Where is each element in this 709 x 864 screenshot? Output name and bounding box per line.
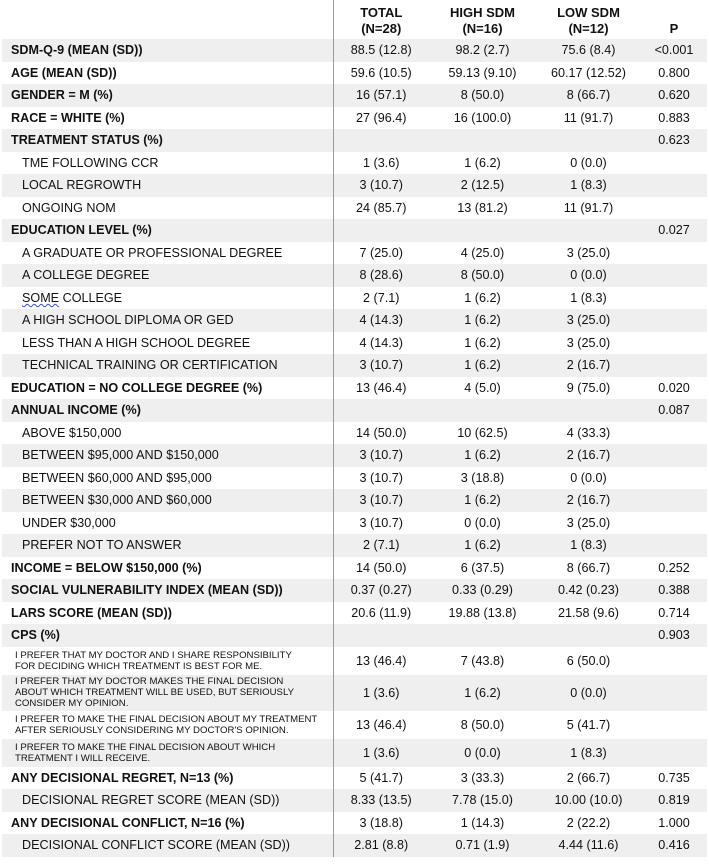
results-table: [2, 0, 708, 857]
cell-low: [536, 129, 641, 152]
cell-low: 0 (0.0): [570, 470, 607, 485]
row-label: BETWEEN $30,000 AND $60,000: [2, 489, 333, 512]
cell-low: 0 (0.0): [570, 268, 607, 283]
cell-high: 59.13 (9.10): [448, 65, 517, 80]
cell-low: 3 (25.0): [566, 313, 611, 328]
cell-total: [333, 219, 429, 242]
cell-total: [333, 129, 429, 152]
cell-total: 3 (10.7): [359, 358, 403, 373]
row-label: DECISIONAL REGRET SCORE (MEAN (SD)): [2, 789, 333, 812]
cell-low: 6 (50.0): [566, 653, 611, 668]
cell-low: 2 (66.7): [566, 770, 611, 785]
cell-p: <0.001: [654, 43, 694, 58]
spellcheck-underlined-word: SOME: [22, 290, 60, 305]
cell-high: 13 (81.2): [457, 200, 508, 215]
table-row: [2, 152, 707, 175]
table-row: [2, 354, 707, 377]
cell-low: 11 (91.7): [563, 200, 614, 215]
cell-total: 27 (96.4): [356, 110, 407, 125]
cell-low: 3 (25.0): [566, 515, 611, 530]
cell-p: [641, 422, 707, 445]
cell-low: 1 (8.3): [570, 745, 607, 760]
cell-p: [641, 444, 707, 467]
table-row: [2, 512, 707, 535]
cell-p: [641, 354, 707, 377]
table-row: [2, 534, 707, 557]
cell-high: 7.78 (15.0): [452, 793, 513, 808]
cell-high: 1 (6.2): [464, 538, 501, 553]
cell-total: 8.33 (13.5): [350, 793, 412, 808]
table-row: [2, 377, 707, 400]
cell-low: 11 (91.7): [563, 110, 614, 125]
cell-low: [536, 624, 641, 647]
cell-high: 1 (6.2): [464, 493, 501, 508]
cell-high: [429, 129, 536, 152]
cell-total: 2 (7.1): [363, 538, 400, 553]
row-label: INCOME = BELOW $150,000 (%): [2, 557, 333, 580]
cell-total: 3 (10.7): [359, 493, 403, 508]
cell-p: [641, 152, 707, 175]
cell-high: 8 (50.0): [460, 717, 505, 732]
cell-low: 0 (0.0): [570, 685, 607, 700]
row-label: A HIGH SCHOOL DIPLOMA OR GED: [2, 309, 333, 332]
row-label: RACE = WHITE (%): [2, 107, 333, 130]
table-row: [2, 624, 707, 647]
cell-p: [641, 534, 707, 557]
row-label: A GRADUATE OR PROFESSIONAL DEGREE: [2, 242, 333, 265]
cell-p: 0.620: [658, 88, 690, 103]
row-label: I PREFER THAT MY DOCTOR AND I SHARE RESPONSIBILITY FOR DECIDING WHICH TREATMENT IS BEST FOR ME.: [2, 647, 333, 675]
cell-total: [333, 624, 429, 647]
table-row: [2, 739, 707, 767]
cell-p: 0.388: [658, 583, 690, 598]
table-row: [2, 444, 707, 467]
cell-high: 8 (50.0): [460, 88, 505, 103]
cell-p: 0.087: [658, 403, 690, 418]
row-label: CPS (%): [2, 624, 333, 647]
row-label: ONGOING NOM: [2, 197, 333, 220]
cell-total: 59.6 (10.5): [350, 65, 412, 80]
cell-total: [333, 399, 429, 422]
cell-p: [641, 332, 707, 355]
cell-total: 2 (7.1): [363, 290, 400, 305]
cell-high: 1 (6.2): [464, 358, 501, 373]
cell-p: 0.735: [658, 770, 690, 785]
row-label: TME FOLLOWING CCR: [2, 152, 333, 175]
header-high-sdm: HIGH SDM (N=16): [429, 0, 536, 39]
table-row: [2, 489, 707, 512]
row-label: AGE (MEAN (SD)): [2, 62, 333, 85]
cell-low: 1 (8.3): [570, 290, 607, 305]
cell-high: 1 (6.2): [464, 685, 501, 700]
cell-total: 88.5 (12.8): [350, 43, 412, 58]
cell-high: [429, 624, 536, 647]
cell-high: 0.71 (1.9): [455, 838, 510, 853]
cell-total: 14 (50.0): [356, 425, 407, 440]
header-label-col: [2, 0, 333, 39]
row-label: DECISIONAL CONFLICT SCORE (MEAN (SD)): [2, 834, 333, 857]
header-total: TOTAL (N=28): [333, 0, 429, 39]
cell-total: 3 (10.7): [359, 515, 403, 530]
cell-low: 2 (22.2): [566, 815, 611, 830]
cell-total: 13 (46.4): [356, 653, 407, 668]
cell-total: 24 (85.7): [356, 200, 407, 215]
cell-high: 1 (6.2): [464, 313, 501, 328]
cell-high: 3 (33.3): [460, 770, 505, 785]
cell-high: 1 (14.3): [460, 815, 505, 830]
row-label: BETWEEN $60,000 AND $95,000: [2, 467, 333, 490]
cell-p: [641, 739, 707, 767]
table-row: [2, 675, 707, 711]
table-row: [2, 422, 707, 445]
cell-low: 0 (0.0): [570, 155, 607, 170]
table-row: [2, 399, 707, 422]
cell-high: 16 (100.0): [453, 110, 512, 125]
cell-p: [641, 242, 707, 265]
cell-low: 75.6 (8.4): [561, 43, 616, 58]
cell-low: 0.42 (0.23): [558, 583, 619, 598]
row-label: SDM-Q-9 (MEAN (SD)): [2, 39, 333, 62]
table-row: [2, 62, 707, 85]
header-low-sdm: LOW SDM (N=12): [536, 0, 641, 39]
table-row: [2, 332, 707, 355]
table-row: [2, 789, 707, 812]
cell-p: [641, 711, 707, 739]
row-label: UNDER $30,000: [2, 512, 333, 535]
cell-high: 1 (6.2): [464, 448, 501, 463]
cell-high: 0 (0.0): [464, 745, 501, 760]
cell-p: 0.714: [658, 605, 690, 620]
table-row: [2, 84, 707, 107]
cell-high: 0.33 (0.29): [452, 583, 513, 598]
cell-low: 3 (25.0): [566, 245, 611, 260]
cell-p: 0.020: [658, 380, 690, 395]
cell-high: [429, 399, 536, 422]
table-row: [2, 467, 707, 490]
cell-total: 3 (10.7): [359, 178, 403, 193]
row-label: GENDER = M (%): [2, 84, 333, 107]
cell-p: 0.903: [658, 628, 690, 643]
cell-low: 8 (66.7): [566, 88, 611, 103]
cell-low: 1 (8.3): [570, 178, 607, 193]
cell-low: 10.00 (10.0): [554, 793, 623, 808]
cell-high: 1 (6.2): [464, 290, 501, 305]
cell-high: 6 (37.5): [460, 560, 505, 575]
table-row: [2, 242, 707, 265]
cell-total: 20.6 (11.9): [351, 605, 412, 620]
cell-low: 2 (16.7): [566, 448, 611, 463]
row-label: TREATMENT STATUS (%): [2, 129, 333, 152]
cell-total: 14 (50.0): [356, 560, 407, 575]
cell-high: 10 (62.5): [457, 425, 508, 440]
cell-high: 4 (5.0): [464, 380, 501, 395]
cell-high: 4 (25.0): [460, 245, 505, 260]
cell-p: [641, 287, 707, 310]
table-row: [2, 219, 707, 242]
cell-total: 1 (3.6): [363, 155, 400, 170]
cell-low: 4.44 (11.6): [558, 838, 619, 853]
table-row: [2, 812, 707, 835]
cell-low: 5 (41.7): [566, 717, 611, 732]
cell-total: 4 (14.3): [359, 313, 403, 328]
row-label: I PREFER THAT MY DOCTOR MAKES THE FINAL DECISION ABOUT WHICH TREATMENT WILL BE USED, BUT SERIOUSLY CONSIDER MY OPINION.: [2, 675, 333, 711]
cell-high: 1 (6.2): [464, 155, 501, 170]
row-label: PREFER NOT TO ANSWER: [2, 534, 333, 557]
cell-p: 0.819: [658, 793, 690, 808]
row-label: SOCIAL VULNERABILITY INDEX (MEAN (SD)): [2, 579, 333, 602]
table-row: [2, 579, 707, 602]
cell-low: 21.58 (9.6): [558, 605, 619, 620]
row-label: ANY DECISIONAL CONFLICT, N=16 (%): [2, 812, 333, 835]
row-label: I PREFER TO MAKE THE FINAL DECISION ABOUT WHICH TREATMENT I WILL RECEIVE.: [2, 739, 333, 767]
cell-low: 3 (25.0): [566, 335, 611, 350]
table-row: [2, 602, 707, 625]
cell-low: 9 (75.0): [566, 380, 611, 395]
cell-p: [641, 512, 707, 535]
cell-total: 3 (10.7): [359, 448, 403, 463]
cell-total: 2.81 (8.8): [354, 838, 409, 853]
row-label: LOCAL REGROWTH: [2, 174, 333, 197]
cell-high: 3 (18.8): [460, 470, 505, 485]
cell-total: 3 (10.7): [359, 470, 403, 485]
row-label: LESS THAN A HIGH SCHOOL DEGREE: [2, 332, 333, 355]
row-label: A COLLEGE DEGREE: [2, 264, 333, 287]
cell-low: 8 (66.7): [566, 560, 611, 575]
row-label: ANY DECISIONAL REGRET, N=13 (%): [2, 767, 333, 790]
header-p-value: P: [641, 0, 707, 39]
table-row: [2, 107, 707, 130]
cell-p: 1.000: [658, 815, 690, 830]
row-label: EDUCATION LEVEL (%): [2, 219, 333, 242]
cell-low: 2 (16.7): [566, 358, 611, 373]
cell-p: 0.883: [658, 110, 690, 125]
cell-low: 4 (33.3): [566, 425, 611, 440]
cell-total: 4 (14.3): [359, 335, 403, 350]
cell-total: 13 (46.4): [356, 717, 407, 732]
cell-high: 8 (50.0): [460, 268, 505, 283]
table-row: [2, 309, 707, 332]
cell-p: [641, 489, 707, 512]
table-row: [2, 174, 707, 197]
cell-high: 1 (6.2): [464, 335, 501, 350]
cell-high: 98.2 (2.7): [455, 43, 510, 58]
cell-total: 13 (46.4): [356, 380, 407, 395]
row-label: I PREFER TO MAKE THE FINAL DECISION ABOUT MY TREATMENT AFTER SERIOUSLY CONSIDERING MY DOCTOR'S OPINION.: [2, 711, 333, 739]
cell-p: [641, 197, 707, 220]
row-label: TECHNICAL TRAINING OR CERTIFICATION: [2, 354, 333, 377]
row-label: ABOVE $150,000: [2, 422, 333, 445]
cell-low: [536, 399, 641, 422]
cell-p: 0.800: [658, 65, 690, 80]
table-row: [2, 287, 707, 310]
table-row: [2, 197, 707, 220]
cell-total: 5 (41.7): [359, 770, 403, 785]
cell-p: [641, 174, 707, 197]
cell-high: 2 (12.5): [460, 178, 505, 193]
row-label: ANNUAL INCOME (%): [2, 399, 333, 422]
table-row: [2, 711, 707, 739]
table-row: [2, 129, 707, 152]
table-row: [2, 647, 707, 675]
row-label: LARS SCORE (MEAN (SD)): [2, 602, 333, 625]
table-row: [2, 557, 707, 580]
cell-p: 0.252: [658, 560, 690, 575]
cell-high: 19.88 (13.8): [448, 605, 517, 620]
cell-p: [641, 309, 707, 332]
table-row: [2, 767, 707, 790]
table-row: [2, 834, 707, 857]
cell-total: 8 (28.6): [359, 268, 403, 283]
cell-p: 0.027: [658, 223, 690, 238]
cell-total: 16 (57.1): [356, 88, 407, 103]
cell-high: [429, 219, 536, 242]
cell-low: 1 (8.3): [570, 538, 607, 553]
cell-p: [641, 647, 707, 675]
cell-total: 3 (18.8): [359, 815, 403, 830]
cell-p: 0.416: [658, 838, 690, 853]
cell-low: 60.17 (12.52): [551, 65, 626, 80]
cell-high: 7 (43.8): [460, 653, 505, 668]
row-label: EDUCATION = NO COLLEGE DEGREE (%): [2, 377, 333, 400]
row-label: BETWEEN $95,000 AND $150,000: [2, 444, 333, 467]
cell-low: 2 (16.7): [566, 493, 611, 508]
cell-low: [536, 219, 641, 242]
header-row: [2, 0, 707, 39]
cell-total: 7 (25.0): [359, 245, 403, 260]
cell-high: 0 (0.0): [464, 515, 501, 530]
row-label: SOME COLLEGE: [2, 287, 333, 310]
cell-p: [641, 264, 707, 287]
cell-p: [641, 467, 707, 490]
cell-total: 1 (3.6): [363, 745, 400, 760]
cell-p: [641, 675, 707, 711]
table-row: [2, 264, 707, 287]
cell-total: 0.37 (0.27): [350, 583, 412, 598]
cell-p: 0.623: [658, 133, 690, 148]
cell-total: 1 (3.6): [363, 685, 400, 700]
table-row: [2, 39, 707, 62]
